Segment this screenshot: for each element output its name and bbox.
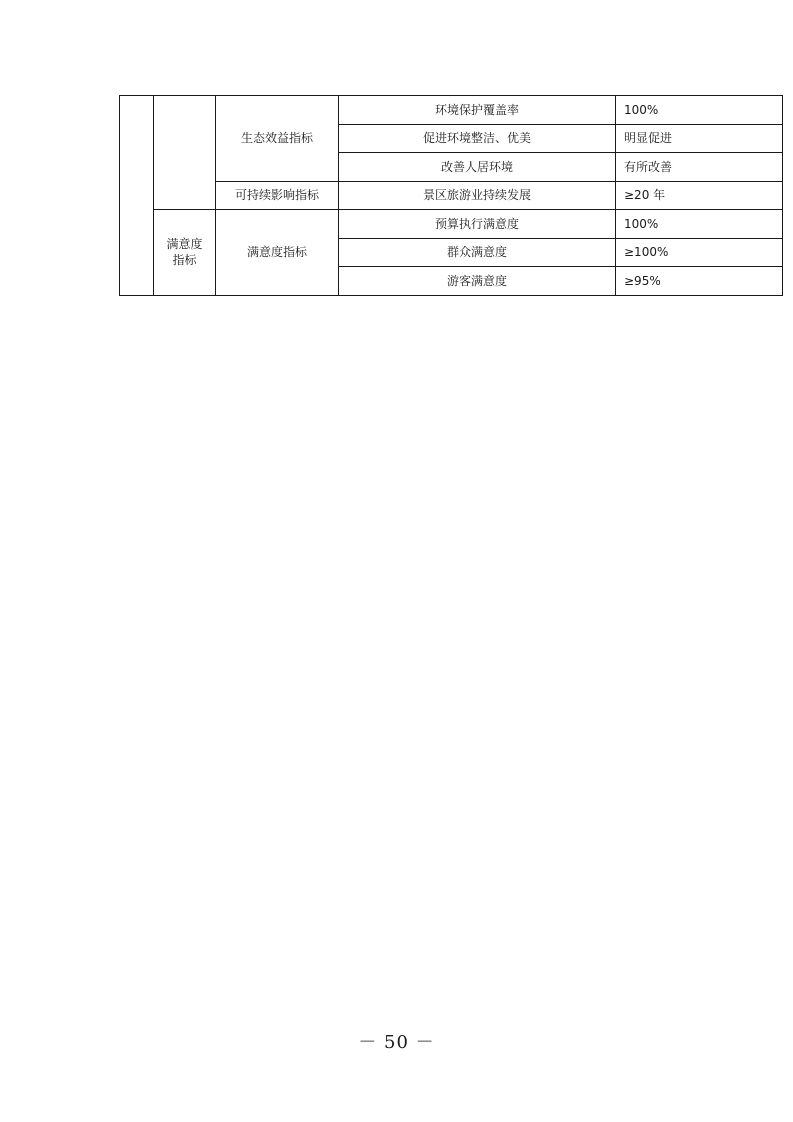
category-cell-empty xyxy=(120,96,154,296)
indicator-name: 促进环境整洁、优美 xyxy=(339,124,616,153)
indicator-value: ≥100% xyxy=(616,238,783,267)
indicator-name: 景区旅游业持续发展 xyxy=(339,181,616,210)
satisfaction-indicator-label: 满意度指标 xyxy=(216,210,339,296)
page-number: － 50 － xyxy=(358,1032,435,1053)
table-row xyxy=(120,181,783,210)
indicator-name: 改善人居环境 xyxy=(339,153,616,182)
satisfaction-level1-cell xyxy=(154,210,216,296)
table-row xyxy=(120,96,783,125)
sustainable-indicator-label: 可持续影响指标 xyxy=(216,181,339,210)
indicator-value: 100% xyxy=(616,96,783,125)
satisfaction-level1-label: 满意度 指标 xyxy=(166,237,203,268)
indicator-name: 预算执行满意度 xyxy=(339,210,616,239)
indicator-value: 有所改善 xyxy=(616,153,783,182)
indicator-value: ≥20 年 xyxy=(616,181,783,210)
indicator-value: 100% xyxy=(616,210,783,239)
indicator-name: 游客满意度 xyxy=(339,267,616,296)
indicator-value: ≥95% xyxy=(616,267,783,296)
performance-indicator-table xyxy=(119,95,783,296)
indicator-name: 环境保护覆盖率 xyxy=(339,96,616,125)
indicator-value: 明显促进 xyxy=(616,124,783,153)
ecological-indicator-label: 生态效益指标 xyxy=(216,96,339,182)
level1-cell-empty xyxy=(154,96,216,210)
table-row xyxy=(120,210,783,239)
indicator-name: 群众满意度 xyxy=(339,238,616,267)
